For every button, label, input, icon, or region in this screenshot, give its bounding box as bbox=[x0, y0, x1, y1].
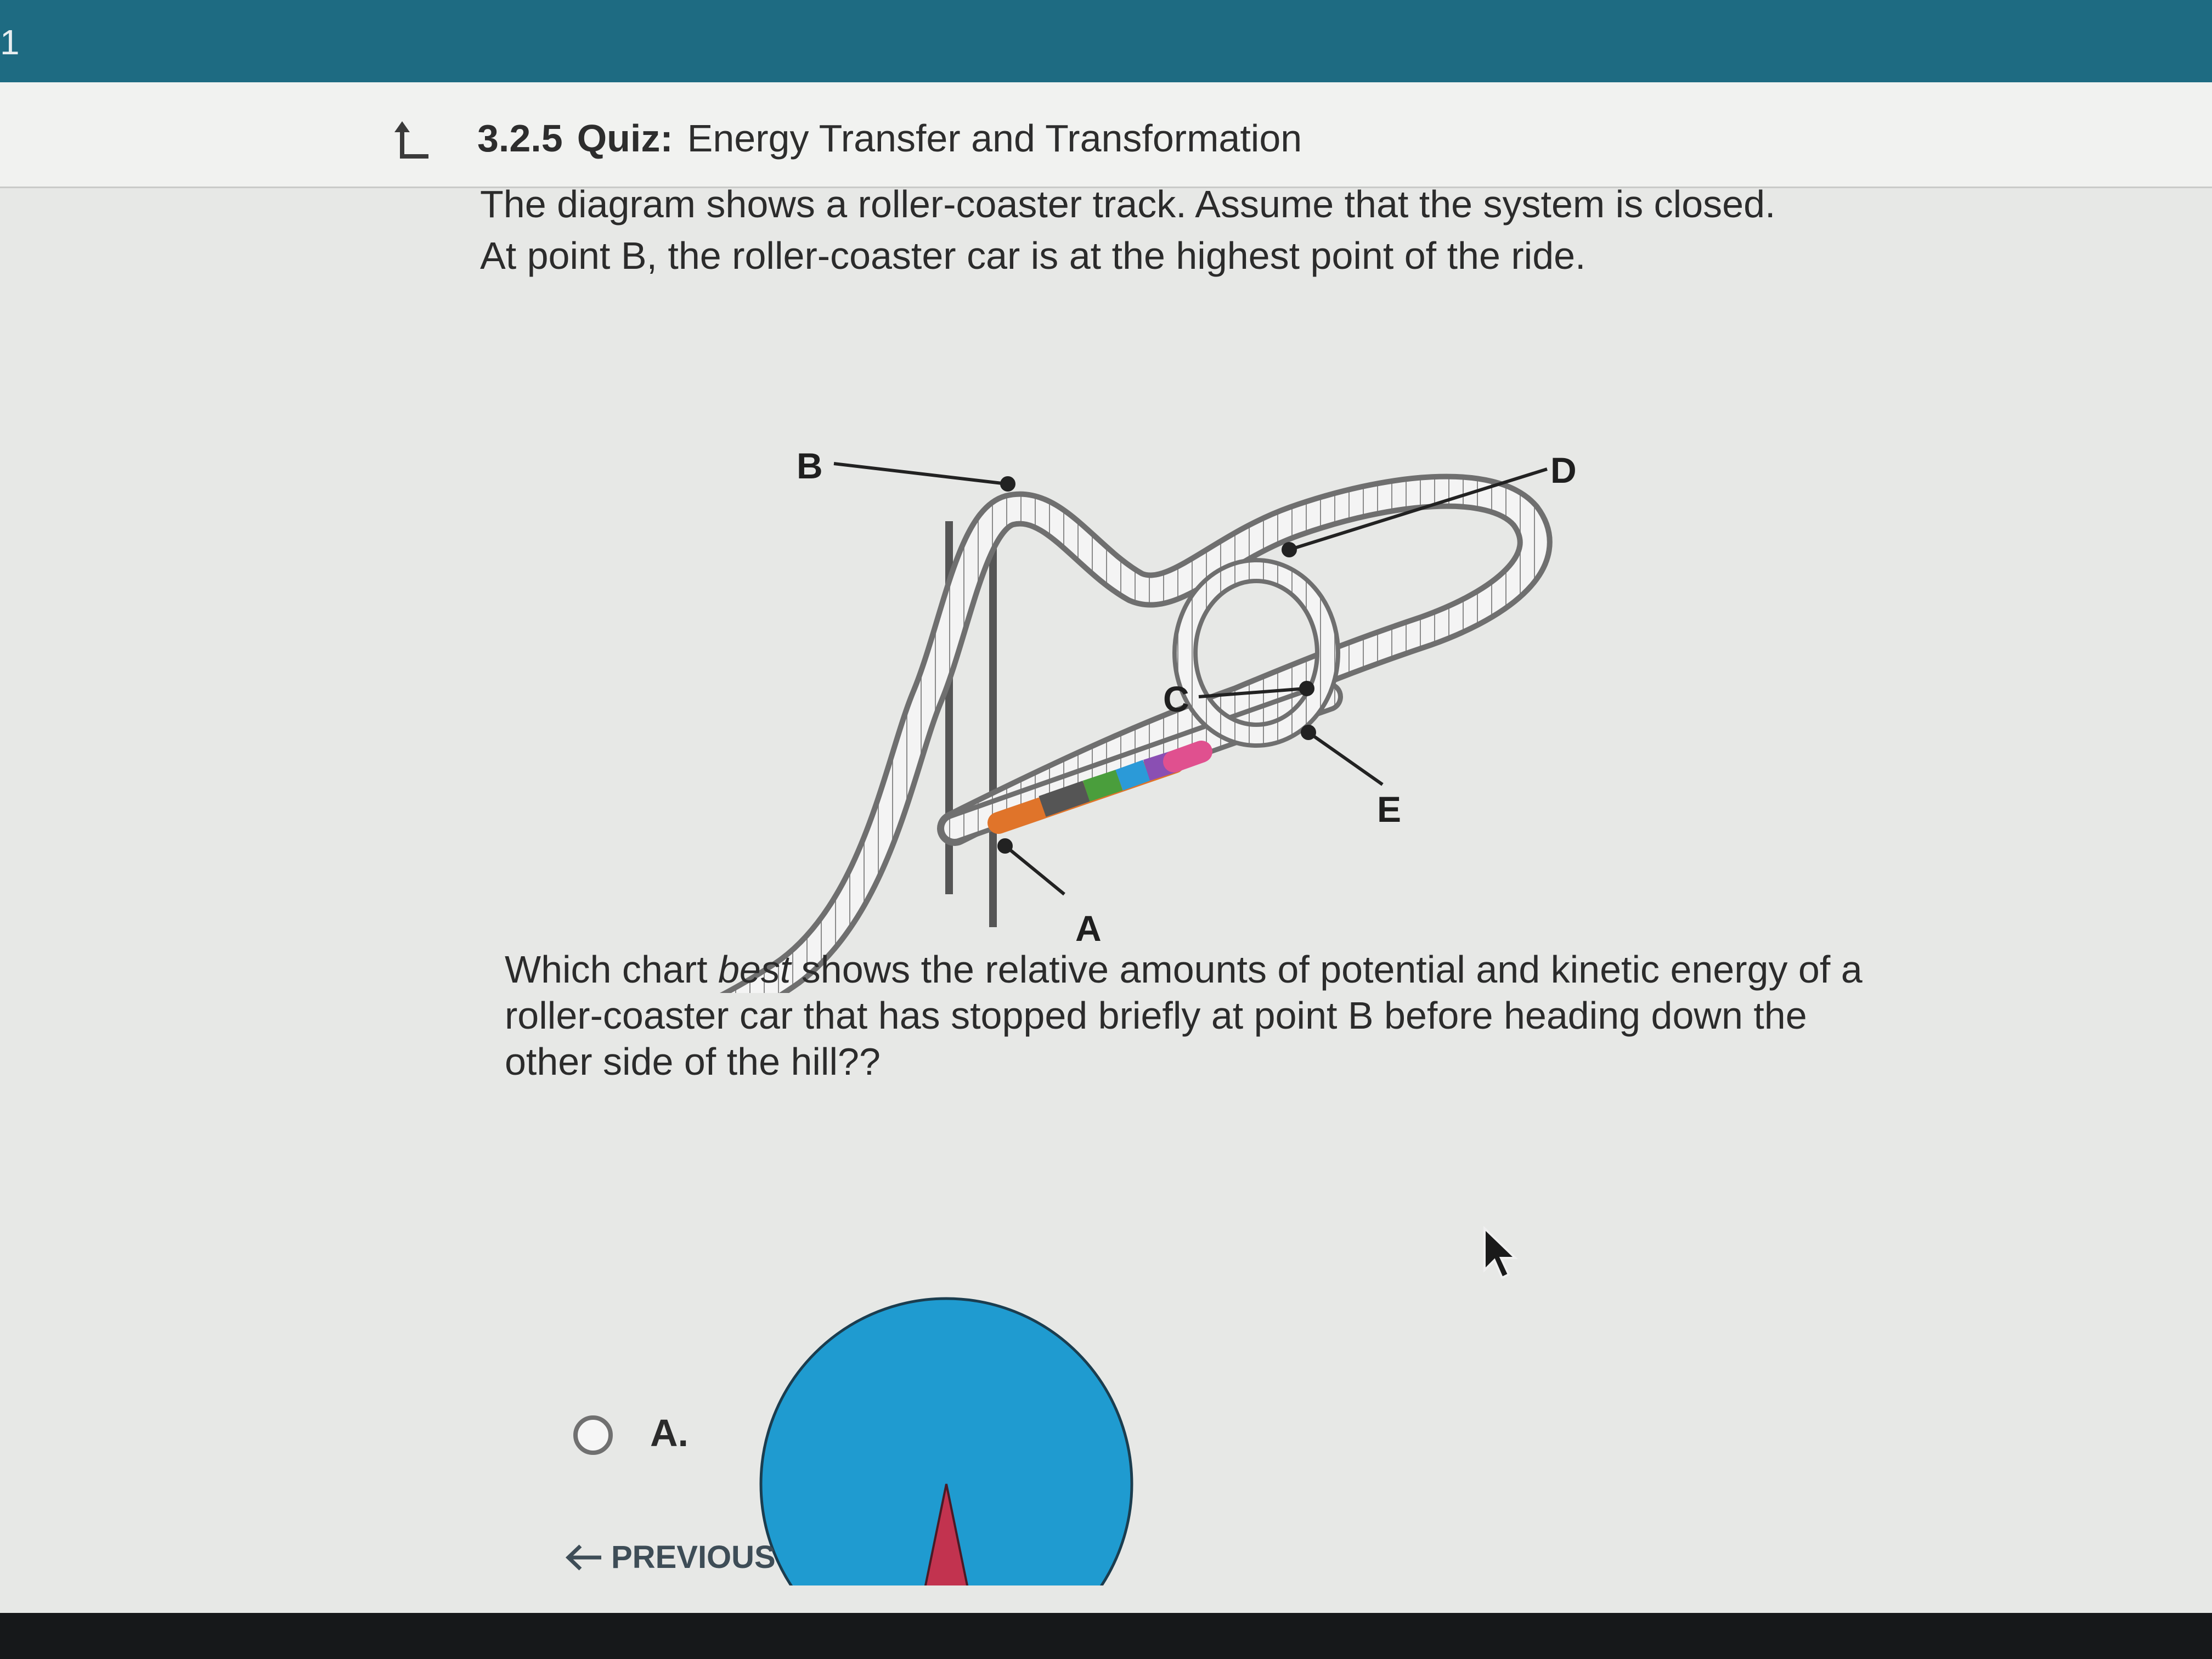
quiz-name: Energy Transfer and Transformation bbox=[687, 117, 1302, 160]
pie-chart bbox=[757, 1295, 1141, 1585]
label-e: E bbox=[1377, 789, 1402, 830]
point-c-marker bbox=[1301, 682, 1313, 695]
quiz-code: 3.2.5 bbox=[477, 117, 563, 160]
choice-a-label[interactable]: A. bbox=[650, 1412, 689, 1454]
question-part-1: Which chart bbox=[505, 948, 718, 991]
label-a: A bbox=[1075, 908, 1102, 949]
mouse-cursor-icon bbox=[1481, 1226, 1520, 1281]
leader-e bbox=[1308, 732, 1383, 785]
window-top-bar bbox=[0, 0, 2212, 82]
question-text bbox=[505, 946, 1887, 1085]
choice-a-chart bbox=[757, 1295, 1141, 1585]
prompt-line-2: At point B, the roller-coaster car is at the highest point of the ride. bbox=[480, 234, 1586, 277]
quiz-header bbox=[0, 82, 2212, 188]
roller-coaster-diagram bbox=[592, 346, 1591, 993]
status-text: 1 bbox=[0, 22, 20, 62]
quiz-label: Quiz: bbox=[577, 117, 673, 160]
screen-bezel bbox=[0, 1613, 2212, 1659]
point-e-marker bbox=[1302, 726, 1314, 738]
question-prompt bbox=[480, 178, 1863, 281]
quiz-screen bbox=[0, 82, 2212, 1613]
point-a-marker bbox=[999, 840, 1011, 852]
choice-a-radio[interactable] bbox=[573, 1415, 613, 1455]
prompt-line-1: The diagram shows a roller-coaster track. Assume that the system is closed. bbox=[480, 183, 1776, 225]
return-arrow-icon[interactable] bbox=[392, 118, 431, 162]
arrow-left-icon bbox=[565, 1544, 603, 1571]
previous-label: PREVIOUS bbox=[611, 1539, 776, 1575]
point-d-marker bbox=[1283, 544, 1295, 556]
question-part-2: shows the relative amounts of potential and kinetic energy of a roller-coaster car that has stopped briefly at point B before heading down the other side of the hill?? bbox=[505, 948, 1863, 1083]
leader-b bbox=[834, 464, 1007, 484]
quiz-title bbox=[477, 116, 1302, 160]
label-c: C bbox=[1163, 679, 1189, 719]
point-b-marker bbox=[1002, 478, 1014, 490]
question-emphasis: best bbox=[718, 948, 791, 991]
label-b: B bbox=[797, 445, 823, 486]
previous-button[interactable] bbox=[565, 1539, 776, 1576]
label-d: D bbox=[1550, 450, 1577, 490]
